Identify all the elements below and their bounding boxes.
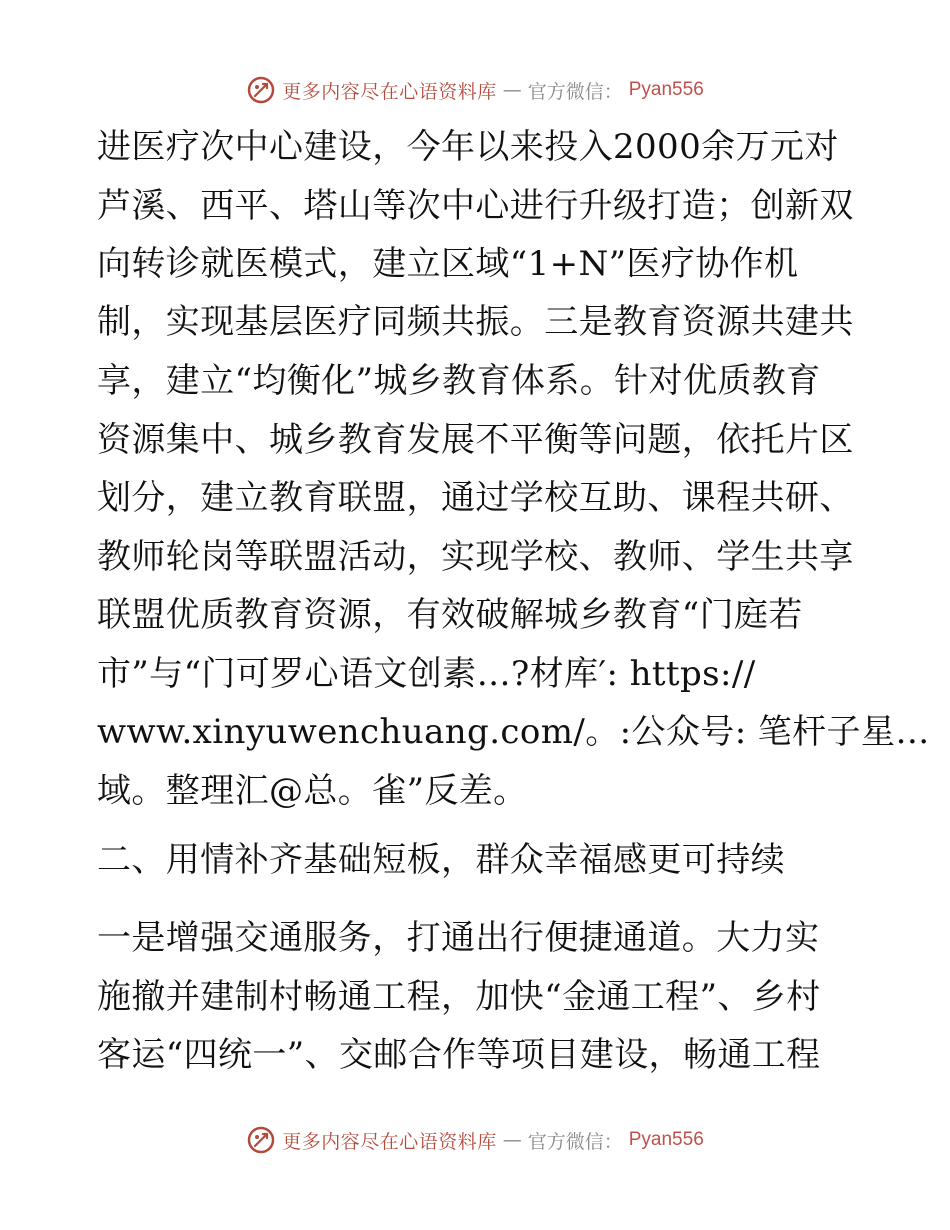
wechat-id: Pyan556 <box>628 79 704 100</box>
watermark-text: 更多内容尽在心语资料库 <box>282 80 497 103</box>
text-line: 资源集中、城乡教育发展不平衡等问题，依托片区 <box>97 420 854 460</box>
text-line: 芦溪、西平、塔山等次中心进行升级打造；创新双 <box>97 186 854 226</box>
wechat-id: Pyan556 <box>628 1129 704 1150</box>
text-line: www.xinyuwenchuang.com/。:公众号: 笔杆子星… <box>97 712 930 752</box>
text-line: 向转诊就医模式，建立区域“1+N”医疗协作机 <box>97 244 799 284</box>
text-line: 客运“四统一”、交邮合作等项目建设，畅通工程 <box>97 1035 821 1075</box>
text-line: 教师轮岗等联盟活动，实现学校、教师、学生共享 <box>97 537 854 577</box>
brand-logo-icon <box>246 75 276 105</box>
text-line: 市”与“门可罗心语文创素…?材库′: https:// <box>97 654 756 694</box>
text-line: 域。整理汇@总。雀”反差。 <box>97 771 528 811</box>
text-line: 享，建立“均衡化”城乡教育体系。针对优质教育 <box>97 361 821 401</box>
wechat-label: 官方微信： <box>527 1130 623 1153</box>
watermark-footer <box>0 1122 950 1158</box>
text-line: 一是增强交通服务，打通出行便捷通道。大力实 <box>97 918 820 958</box>
text-line: 进医疗次中心建设，今年以来投入2000余万元对 <box>97 127 839 167</box>
watermark-text: 更多内容尽在心语资料库 <box>282 1130 497 1153</box>
text-line: 联盟优质教育资源，有效破解城乡教育“门庭若 <box>97 595 803 635</box>
text-line: 施撤并建制村畅通工程，加快“金通工程”、乡村 <box>97 977 821 1017</box>
text-line: 制，实现基层医疗同频共振。三是教育资源共建共 <box>97 302 854 342</box>
brand-logo-icon <box>246 1125 276 1155</box>
text-line: 划分，建立教育联盟，通过学校互助、课程共研、 <box>97 478 854 518</box>
section-heading: 二、用情补齐基础短板，群众幸福感更可持续 <box>97 840 785 880</box>
watermark-separator: — <box>502 79 522 101</box>
watermark-header <box>0 72 950 108</box>
wechat-label: 官方微信： <box>527 80 623 103</box>
watermark-separator: — <box>502 1129 522 1151</box>
